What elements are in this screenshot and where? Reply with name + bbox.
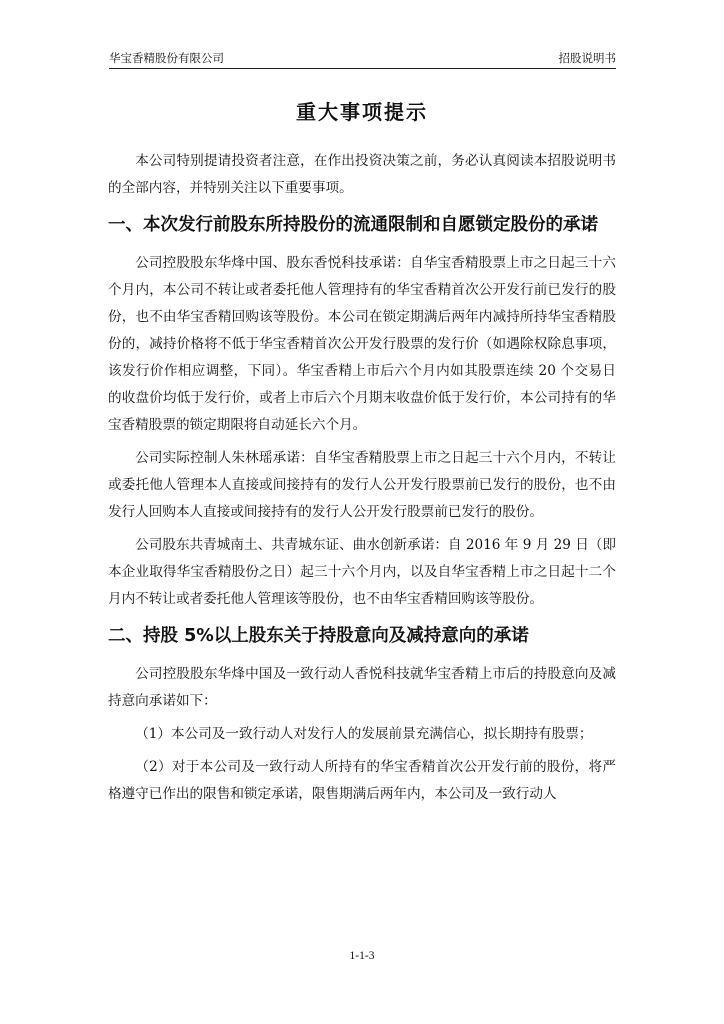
- page-header: [109, 50, 616, 69]
- section-2-heading: 二、持股 5%以上股东关于持股意向及减持意向的承诺: [108, 626, 529, 646]
- section-1-paragraph: 公司控股股东华烽中国、股东香悦科技承诺：自华宝香精股票上市之日起三十六个月内，本公司不转让或者委托他人管理持有的华宝香精首次公开发行前已发行的股份，也不由华宝香精回购该等股份。本公司在锁定期满后两年内减持所持华宝香精股份的，减持价格将不低于华宝香精首次公开发行股票的发行价（如遇除权除息事项，该发行价作相应调整，下同）。华宝香精上市后六个月内如其股票连续 20 个交易日的收盘价均低于发行价，或者上市后六个月期末收盘价低于发行价，本公司持有的华宝香精股票的锁定期限将自动延长六个月。: [108, 255, 616, 433]
- page-number: 1-1-3: [349, 950, 375, 962]
- header-company-name: 华宝香精股份有限公司: [109, 51, 224, 65]
- section-1-heading: 一、本次发行前股东所持股份的流通限制和自愿锁定股份的承诺: [108, 215, 598, 235]
- page-title: 重大事项提示: [296, 100, 428, 124]
- section-1-paragraph: 公司股东共青城南土、共青城东证、曲水创新承诺：自 2016 年 9 月 29 日（即本企业取得华宝香精股份之日）起三十六个月内，以及自华宝香精上市之日起十二个月内不转让或者委托他人管理该等股份，也不由华宝香精回购该等股份。: [108, 537, 616, 607]
- section-1-paragraph: 公司实际控制人朱林瑶承诺：自华宝香精股票上市之日起三十六个月内，不转让或委托他人管理本人直接或间接持有的发行人公开发行股票前已发行的股份，也不由发行人回购本人直接或间接持有的发行人公开发行股票前已发行的股份。: [108, 450, 616, 520]
- section-2-paragraph: 公司控股股东华烽中国及一致行动人香悦科技就华宝香精上市后的持股意向及减持意向承诺如下：: [108, 666, 616, 709]
- intro-paragraph: 本公司特别提请投资者注意，在作出投资决策之前，务必认真阅读本招股说明书的全部内容，并特别关注以下重要事项。: [108, 153, 616, 196]
- header-document-type: 招股说明书: [558, 51, 616, 65]
- document-body: [108, 148, 616, 814]
- section-2-list-item: （2）对于本公司及一致行动人所持有的华宝香精首次公开发行前的股份，将严格遵守已作出的限售和锁定承诺，限售期满后两年内，本公司及一致行动人: [108, 759, 616, 802]
- section-2-list-item: （1）本公司及一致行动人对发行人的发展前景充满信心，拟长期持有股票；: [135, 726, 593, 742]
